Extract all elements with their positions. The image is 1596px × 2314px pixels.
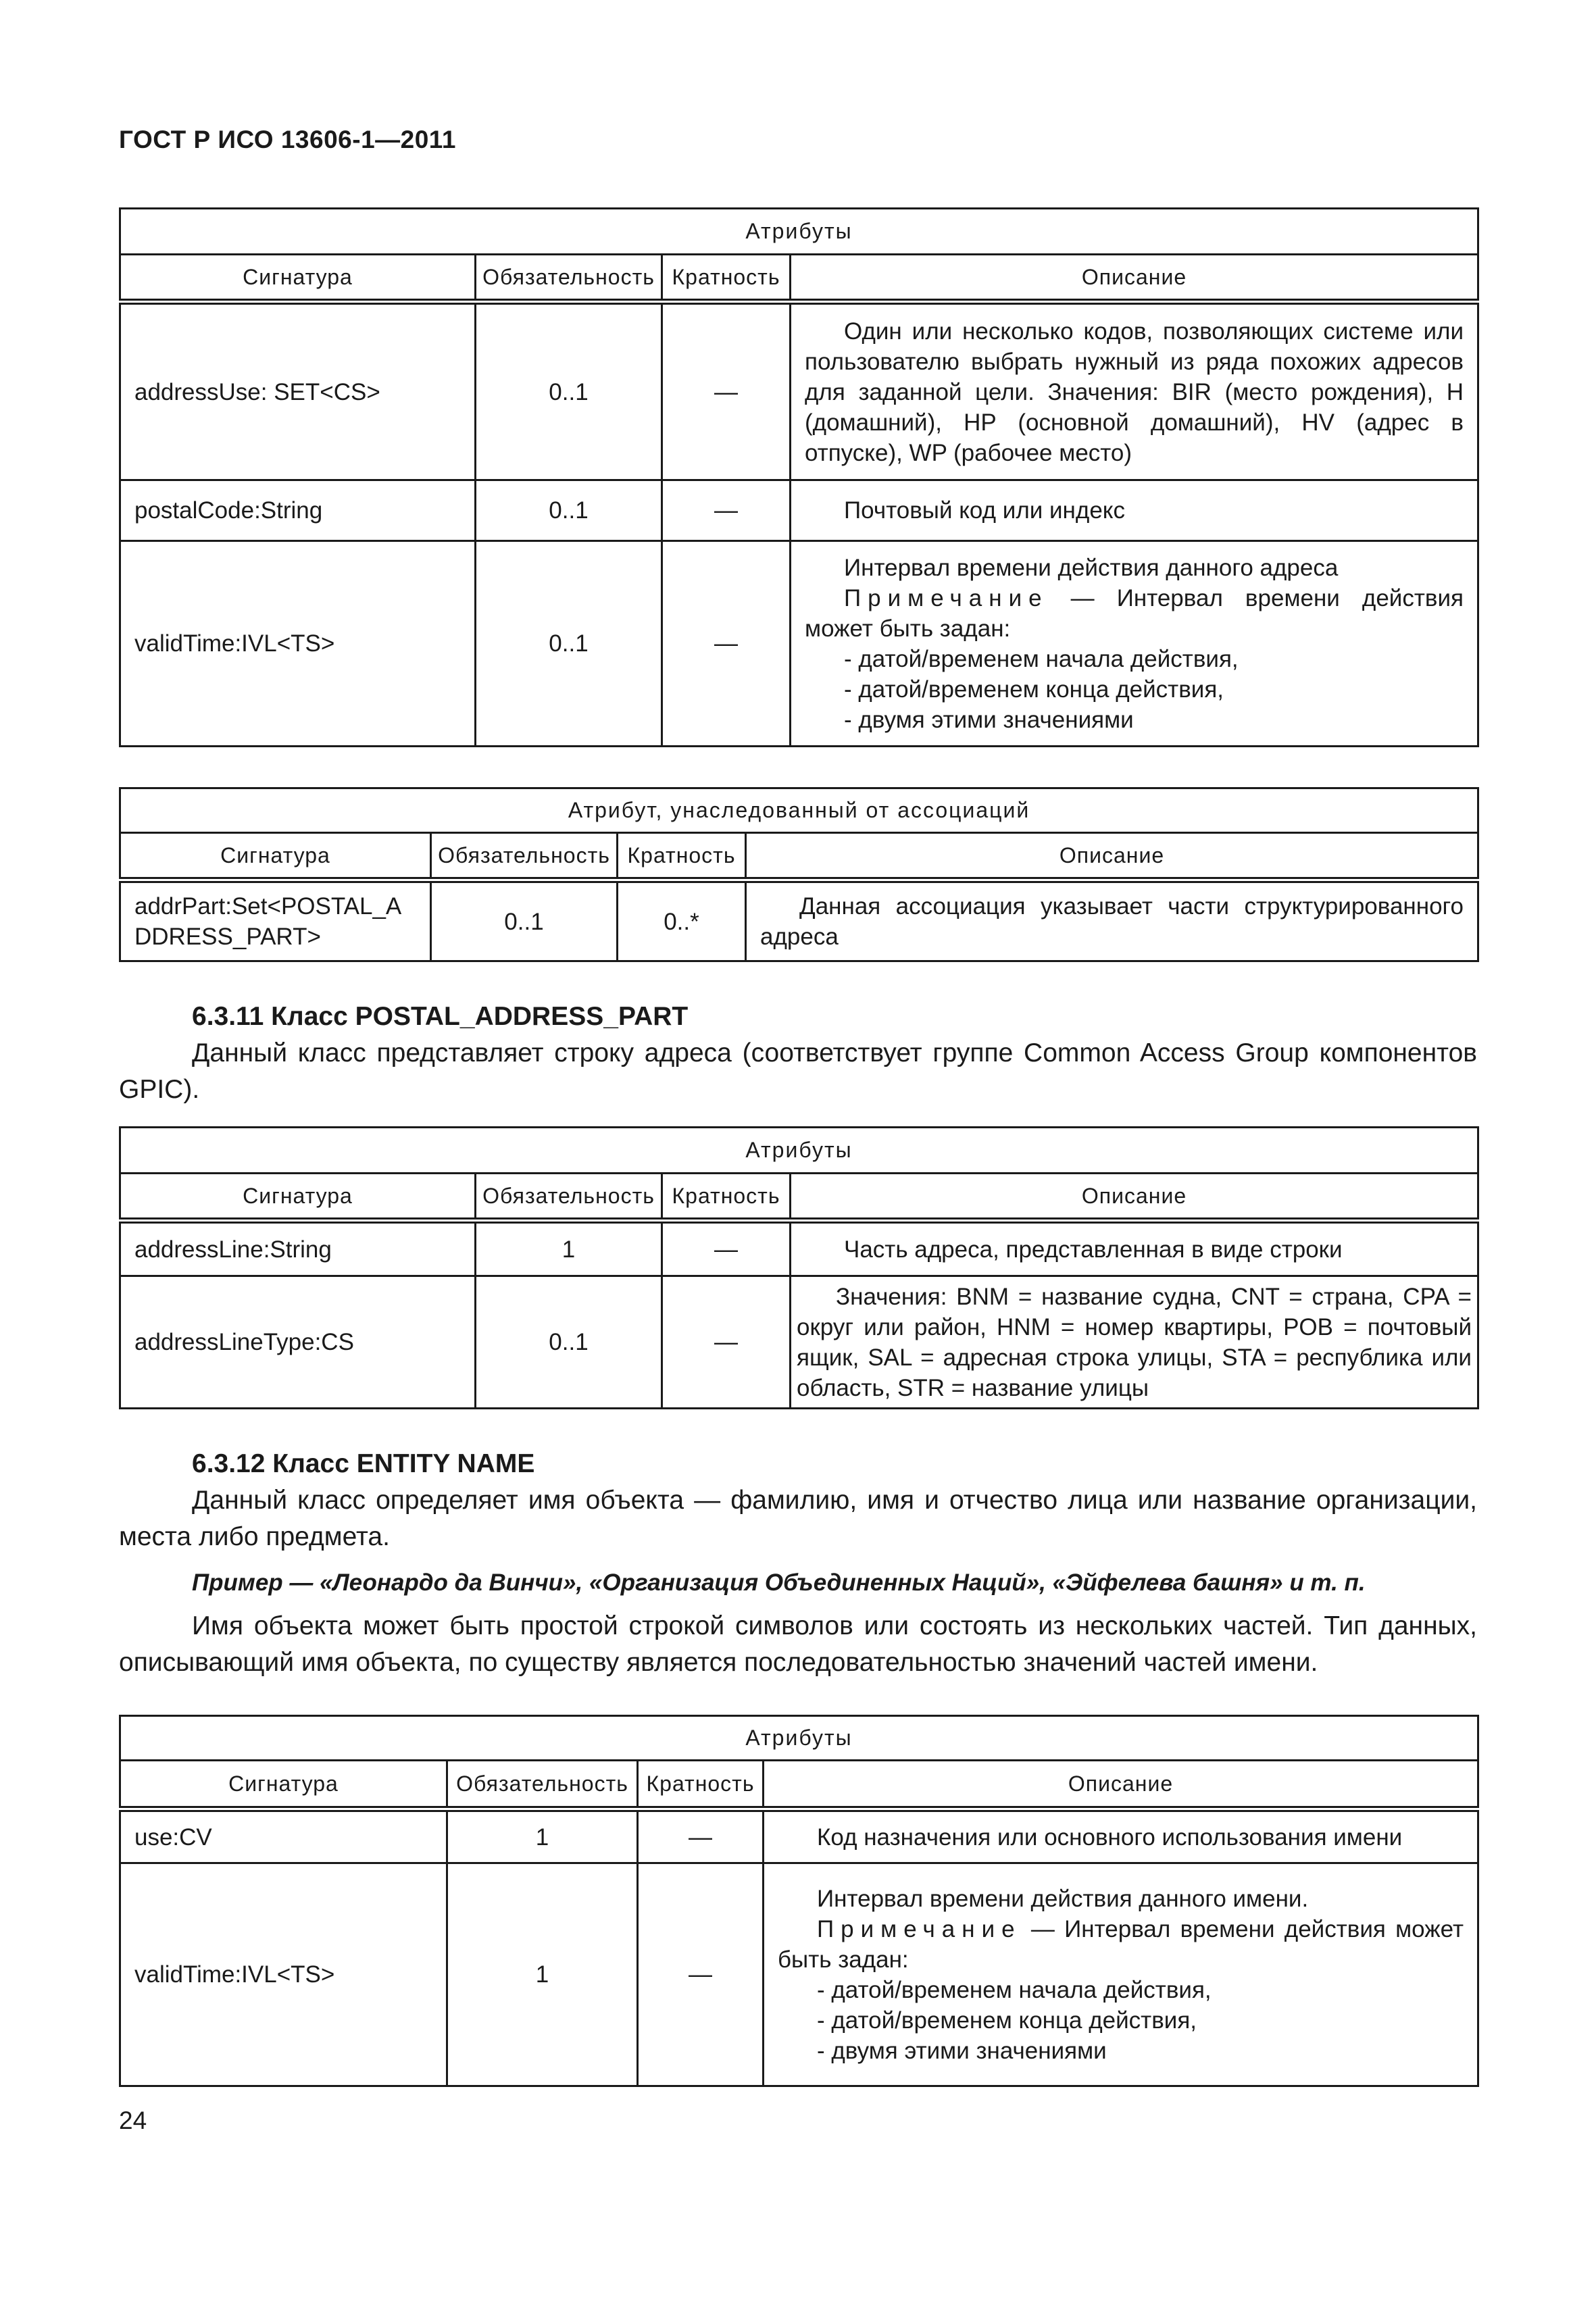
list-item: - датой/временем начала действия, (817, 1976, 1212, 2003)
cell-signature: postalCode:String (120, 480, 476, 541)
cell-description (791, 480, 1478, 541)
cell-description (791, 1276, 1478, 1409)
cell-signature: addressLine:String (120, 1221, 476, 1276)
note-text (805, 583, 1464, 644)
description-text: Часть адреса, представленная в виде строки (844, 1236, 1343, 1263)
section-paragraph: Данный класс представляет строку адреса (соответствует группе Common Access Group компонентов GPIC). (119, 1038, 1477, 1104)
description-text: Интервал времени действия данного адреса (844, 554, 1339, 581)
description-text: Интервал времени действия данного имени. (817, 1885, 1309, 1912)
page-number: 24 (119, 2107, 147, 2134)
cell-multiplicity: — (638, 1863, 764, 2086)
attributes-table-postal-address (119, 207, 1479, 747)
cell-signature: addrPart:Set<POSTAL_ADDRESS_PART> (120, 880, 431, 961)
cell-multiplicity: — (662, 1276, 791, 1409)
cell-multiplicity: — (662, 302, 791, 480)
col-header-signature: Сигнатура (120, 255, 476, 302)
description-text: Значения: BNM = название судна, CNT = страна, CPA = округ или район, HNM = номер квартиры, POB = почтовый ящик, SAL = адресная строка улицы, STA = республика или область, STR = название улицы (797, 1283, 1472, 1401)
table-caption: Атрибут, унаследованный от ассоциаций (120, 788, 1478, 833)
cell-required: 0..1 (476, 480, 662, 541)
cell-multiplicity: — (662, 541, 791, 747)
cell-signature: validTime:IVL<TS> (120, 541, 476, 747)
cell-required: 0..1 (476, 302, 662, 480)
table-row (120, 1809, 1478, 1863)
table-caption: Атрибуты (120, 1128, 1478, 1174)
col-header-multiplicity: Кратность (618, 833, 746, 880)
section-heading: 6.3.11 Класс POSTAL_ADDRESS_PART (192, 1002, 689, 1031)
inherited-attributes-table (119, 787, 1479, 962)
list-item: - датой/временем начала действия, (844, 645, 1239, 672)
section-entity-name (119, 1446, 1477, 1681)
table-row (120, 880, 1478, 961)
cell-required: 1 (476, 1221, 662, 1276)
list-item: - двумя этими значениями (817, 2037, 1107, 2064)
col-header-required: Обязательность (476, 1174, 662, 1221)
cell-description (791, 541, 1478, 747)
note-body: — Интервал времени действия может быть задан: (778, 1915, 1464, 1973)
cell-description (791, 302, 1478, 480)
col-header-multiplicity: Кратность (638, 1761, 764, 1809)
cell-required: 1 (447, 1809, 638, 1863)
cell-multiplicity: 0..* (618, 880, 746, 961)
col-header-description: Описание (791, 255, 1478, 302)
description-text: Данная ассоциация указывает части структурированного адреса (760, 893, 1464, 950)
table-row (120, 302, 1478, 480)
col-header-description: Описание (764, 1761, 1478, 1809)
list-item: - датой/временем конца действия, (817, 2007, 1197, 2034)
cell-description (746, 880, 1478, 961)
col-header-signature: Сигнатура (120, 1761, 447, 1809)
col-header-description: Описание (791, 1174, 1478, 1221)
col-header-required: Обязательность (431, 833, 618, 880)
description-text: Код назначения или основного использования имени (817, 1823, 1403, 1851)
document-header: ГОСТ Р ИСО 13606-1—2011 (119, 126, 456, 153)
section-paragraph: Данный класс определяет имя объекта — фамилию, имя и отчество лица или название организации, места либо предмета. (119, 1486, 1477, 1551)
cell-multiplicity: — (662, 1221, 791, 1276)
list-item: - двумя этими значениями (844, 706, 1134, 733)
cell-signature: validTime:IVL<TS> (120, 1863, 447, 2086)
cell-required: 1 (447, 1863, 638, 2086)
note-body: — Интервал времени действия может быть задан: (805, 584, 1464, 642)
table-row (120, 1221, 1478, 1276)
col-header-signature: Сигнатура (120, 833, 431, 880)
cell-required: 0..1 (431, 880, 618, 961)
col-header-multiplicity: Кратность (662, 1174, 791, 1221)
table-caption: Атрибуты (120, 209, 1478, 255)
table-row (120, 541, 1478, 747)
attributes-table-entity-name (119, 1715, 1479, 2087)
cell-description (764, 1809, 1478, 1863)
table-row (120, 1863, 1478, 2086)
list-item: - датой/временем конца действия, (844, 676, 1224, 703)
description-text: Один или несколько кодов, позволяющих системе или пользователю выбрать нужный из ряда похожих адресов для заданной цели. Значения: BIR (место рождения), H (домашний), HP (основной домашний), HV (адрес в отпуске), WP (рабочее место) (805, 318, 1464, 466)
cell-description (791, 1221, 1478, 1276)
cell-signature: use:CV (120, 1809, 447, 1863)
note-text (778, 1914, 1464, 1975)
cell-multiplicity: — (638, 1809, 764, 1863)
cell-required: 0..1 (476, 541, 662, 747)
cell-required: 0..1 (476, 1276, 662, 1409)
section-paragraph: Имя объекта может быть простой строкой символов или состоять из нескольких частей. Тип данных, описывающий имя объекта, по существу является последовательностью значений частей имени. (119, 1611, 1477, 1677)
attributes-table-postal-address-part (119, 1126, 1479, 1409)
col-header-description: Описание (746, 833, 1478, 880)
note-label: Примечание (844, 584, 1049, 611)
description-text: Почтовый код или индекс (844, 497, 1125, 524)
col-header-signature: Сигнатура (120, 1174, 476, 1221)
section-postal-address-part (119, 999, 1477, 1108)
table-row (120, 1276, 1478, 1409)
cell-description (764, 1863, 1478, 2086)
col-header-required: Обязательность (447, 1761, 638, 1809)
cell-signature: addressLineType:CS (120, 1276, 476, 1409)
cell-multiplicity: — (662, 480, 791, 541)
section-heading: 6.3.12 Класс ENTITY NAME (192, 1449, 535, 1478)
table-row (120, 480, 1478, 541)
col-header-multiplicity: Кратность (662, 255, 791, 302)
cell-signature: addressUse: SET<CS> (120, 302, 476, 480)
table-caption: Атрибуты (120, 1716, 1478, 1761)
note-label: Примечание (817, 1915, 1022, 1942)
example-text: Пример — «Леонардо да Винчи», «Организация Объединенных Наций», «Эйфелева башня» и т. п. (192, 1569, 1366, 1596)
col-header-required: Обязательность (476, 255, 662, 302)
